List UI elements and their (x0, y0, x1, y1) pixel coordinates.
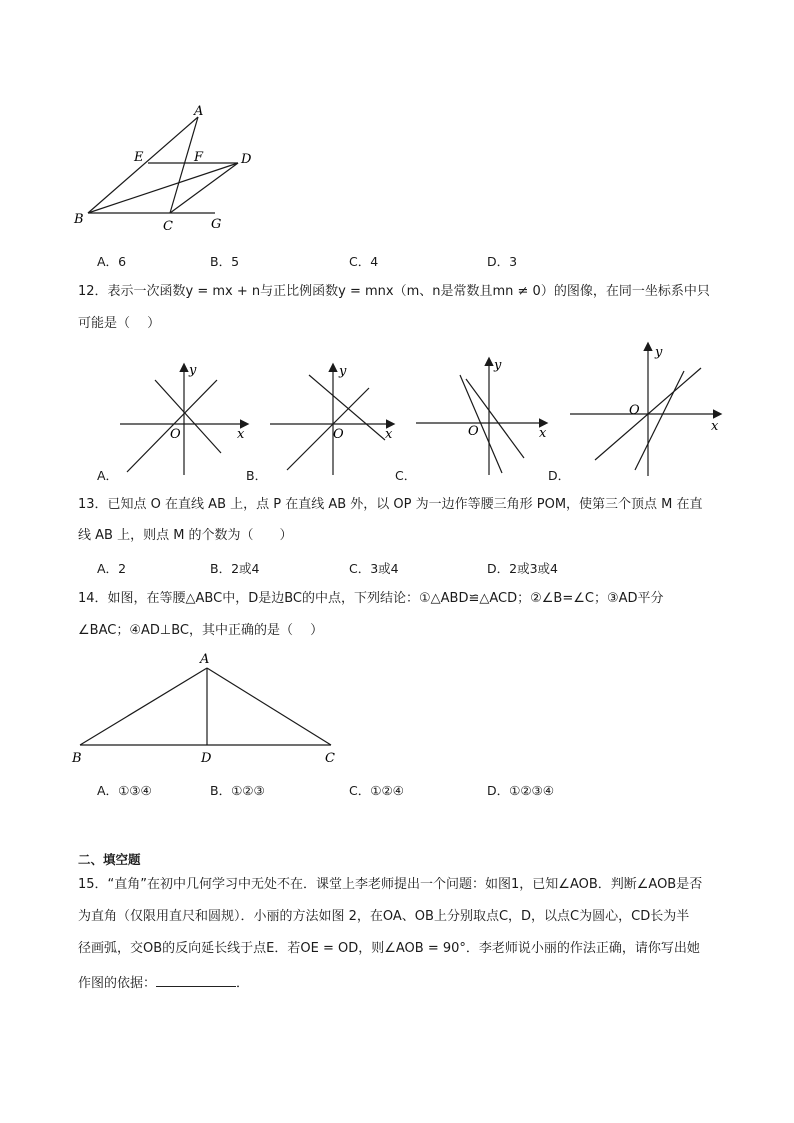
label-A: A (194, 104, 204, 119)
segment-CA (170, 117, 198, 213)
q14-stem-line2: ∠BAC；④AD⊥BC，其中正确的是（ ） (78, 623, 324, 638)
section-title-fill-in: 二、填空题 (78, 852, 141, 867)
svg-text:O: O (170, 427, 181, 442)
q14-stem-line1: 14．如图，在等腰△ABC中，D是边BC的中点，下列结论：①△ABD≌△ACD；②∠B=∠C；③AD平分 (78, 591, 664, 606)
graph-b-line-2 (287, 388, 369, 470)
q12-stem-line2: 可能是（ ） (78, 316, 161, 331)
q11-option-d[interactable]: D．3 (487, 254, 518, 269)
label-A: A (200, 652, 210, 667)
label-F: F (194, 150, 204, 165)
q14-option-a[interactable]: A．①③④ (97, 783, 152, 798)
graph-c-line-1 (460, 375, 502, 473)
segment-CD (170, 163, 238, 213)
segment-BD (88, 163, 238, 213)
label-E: E (134, 150, 144, 165)
q11-option-b[interactable]: B．5 (210, 254, 240, 269)
svg-text:y: y (189, 363, 197, 378)
q12-option-d[interactable]: D． (548, 468, 571, 483)
q15-answer-blank[interactable] (156, 972, 236, 987)
svg-text:O: O (629, 403, 640, 418)
q12-graph-d (565, 340, 725, 480)
q12-option-c[interactable]: C． (395, 468, 417, 483)
graph-c-line-2 (466, 379, 524, 458)
segment-AC (207, 668, 331, 745)
graph-d-line-2 (635, 371, 684, 470)
q14-figure (65, 645, 355, 770)
q13-option-b[interactable]: B．2或4 (210, 561, 260, 576)
q12-option-a[interactable]: A． (97, 468, 119, 483)
svg-text:O: O (468, 424, 479, 439)
label-B: B (74, 212, 84, 227)
q12-graph-b (265, 360, 405, 480)
svg-text:x: x (711, 419, 719, 434)
segment-BA (88, 117, 198, 213)
q13-option-a[interactable]: A．2 (97, 561, 127, 576)
svg-text:y: y (655, 345, 663, 360)
label-D: D (241, 152, 252, 167)
graph-a-line-2 (155, 380, 221, 453)
svg-text:x: x (385, 427, 393, 442)
q13-option-c[interactable]: C．3或4 (349, 561, 399, 576)
q13-stem-line2: 线 AB 上，则点 M 的个数为（ ） (78, 528, 293, 543)
q13-stem-line1: 13．已知点 O 在直线 AB 上，点 P 在直线 AB 外，以 OP 为一边作等腰三角形 POM，使第三个顶点 M 在直 (78, 497, 703, 512)
label-B: B (72, 751, 82, 766)
q12-graph-a (115, 360, 255, 480)
q12-graph-c (412, 355, 552, 480)
graph-b-line-1 (309, 375, 385, 440)
q15-stem-line2: 为直角（仅限用直尺和圆规）．小丽的方法如图 2，在OA、OB上分别取点C，D，以点C为圆心，CD长为半 (78, 909, 690, 924)
q14-option-d[interactable]: D．①②③④ (487, 783, 554, 798)
svg-text:O: O (333, 427, 344, 442)
q14-option-b[interactable]: B．①②③ (210, 783, 265, 798)
segment-AB (80, 668, 207, 745)
q15-stem-line4: 作图的依据： ． (78, 972, 249, 993)
q15-stem-line1: 15．“直角”在初中几何学习中无处不在．课堂上李老师提出一个问题：如图1，已知∠AOB．判断∠AOB是否 (78, 877, 703, 892)
q14-option-c[interactable]: C．①②④ (349, 783, 404, 798)
q12-stem-line1: 12．表示一次函数y = mx + n与正比例函数y = mnx（m、n是常数且mn ≠ 0）的图像，在同一坐标系中只 (78, 284, 710, 299)
q11-option-c[interactable]: C．4 (349, 254, 379, 269)
graph-a-line-1 (127, 380, 217, 472)
q12-option-b[interactable]: B． (246, 468, 268, 483)
label-G: G (211, 217, 222, 232)
q15-stem-line3: 径画弧，交OB的反向延长线于点E．若OE = OD，则∠AOB = 90°．李老师说小丽的作法正确，请你写出她 (78, 941, 700, 956)
q11-figure (60, 95, 290, 240)
q11-option-a[interactable]: A．6 (97, 254, 127, 269)
label-C: C (325, 751, 335, 766)
label-C: C (163, 219, 173, 234)
q13-option-d[interactable]: D．2或3或4 (487, 561, 558, 576)
svg-text:y: y (494, 358, 502, 373)
svg-text:y: y (339, 364, 347, 379)
svg-text:x: x (237, 427, 245, 442)
label-D: D (201, 751, 212, 766)
svg-text:x: x (539, 426, 547, 441)
